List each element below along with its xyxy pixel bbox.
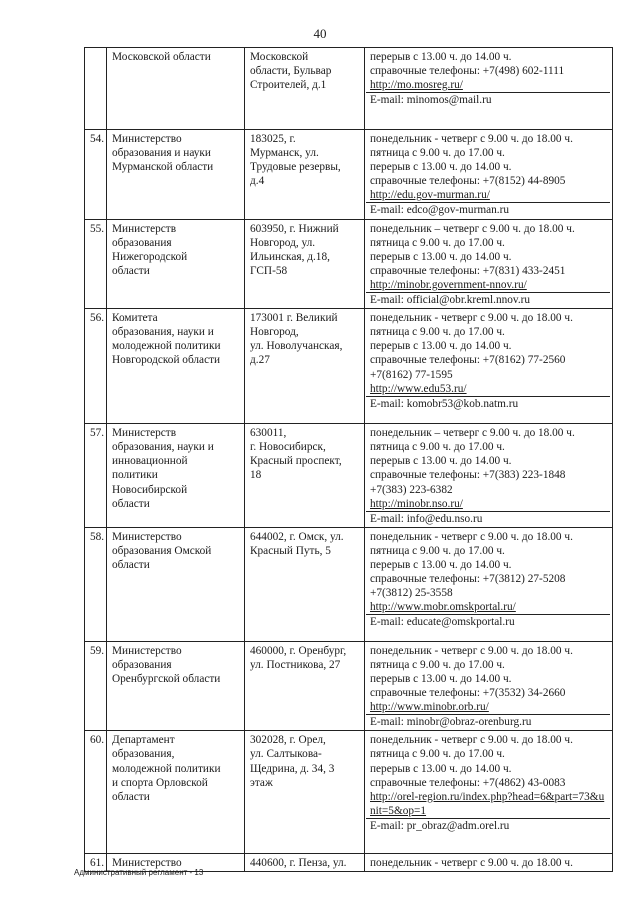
email-address: E-mail: info@edu.nso.ru <box>366 511 610 526</box>
website-link[interactable]: http://edu.gov-murman.ru/ <box>370 189 490 202</box>
authority-name <box>107 219 245 309</box>
contact-schedule-line: +7(8162) 77-1595 <box>370 368 453 381</box>
contact-schedule-line: справочные телефоны: +7(831) 433-2451 <box>370 264 566 277</box>
authority-address-line: Щедрина, д. 34, 3 <box>250 762 335 775</box>
website-link[interactable]: http://minobr.nso.ru/ <box>370 497 463 510</box>
authority-address-line: Мурманск, ул. <box>250 147 319 160</box>
authority-address <box>245 219 365 309</box>
authority-name-line: и спорта Орловской <box>112 776 208 789</box>
authority-address-line: 644002, г. Омск, ул. <box>250 530 344 543</box>
authority-name-line: Комитета <box>112 312 158 325</box>
authority-name-line: образования и науки <box>112 147 211 160</box>
contact-schedule-line: понедельник - четверг с 9.00 ч. до 18.00 ч. <box>370 312 573 325</box>
table-row <box>85 731 613 854</box>
contact-schedule-line: понедельник - четверг с 9.00 ч. до 18.00 ч. <box>370 530 573 543</box>
contact-schedule-line: справочные телефоны: +7(4862) 43-0083 <box>370 776 566 789</box>
authority-address-line: 440600, г. Пенза, ул. <box>250 857 347 870</box>
contact-schedule-line: справочные телефоны: +7(3812) 27-5208 <box>370 573 566 586</box>
contact-schedule-line: пятница с 9.00 ч. до 17.00 ч. <box>370 236 505 249</box>
authority-name-line: молодежной политики <box>112 340 221 353</box>
contact-schedule-line: +7(383) 223-6382 <box>370 483 453 496</box>
contact-schedule <box>365 731 613 854</box>
authority-address-line: этаж <box>250 776 273 789</box>
authority-name <box>107 424 245 528</box>
contact-schedule-line: +7(3812) 25-3558 <box>370 587 453 600</box>
contact-schedule-line: понедельник – четверг с 9.00 ч. до 18.00 ч. <box>370 222 575 235</box>
website-link[interactable]: http://minobr.government-nnov.ru/ <box>370 278 527 291</box>
authority-address-line: Новгород, <box>250 326 299 339</box>
row-number: 55. <box>85 219 107 309</box>
authority-address <box>245 641 365 731</box>
authority-name <box>107 309 245 424</box>
authority-name-line: образования, науки и <box>112 441 214 454</box>
authority-address <box>245 309 365 424</box>
authority-address-line: 603950, г. Нижний <box>250 222 339 235</box>
website-link[interactable]: http://www.minobr.orb.ru/ <box>370 701 489 714</box>
contact-schedule-line: перерыв с 13.00 ч. до 14.00 ч. <box>370 762 512 775</box>
authority-address <box>245 130 365 220</box>
authority-name-line: молодежной политики <box>112 762 221 775</box>
email-address: E-mail: official@obr.kreml.nnov.ru <box>366 292 610 307</box>
contact-schedule-line: справочные телефоны: +7(498) 602-1111 <box>370 65 565 78</box>
website-link[interactable]: http://mo.mosreg.ru/ <box>370 79 463 92</box>
authority-address-line: Новгород, ул. <box>250 236 316 249</box>
contact-schedule-line: пятница с 9.00 ч. до 17.00 ч. <box>370 326 505 339</box>
authority-address-line: Московской <box>250 51 309 63</box>
contact-schedule-line: перерыв с 13.00 ч. до 14.00 ч. <box>370 455 512 468</box>
contact-schedule <box>365 854 613 872</box>
row-number: 58. <box>85 527 107 641</box>
registry-body <box>85 48 613 872</box>
email-address: E-mail: komobr53@kob.natm.ru <box>366 396 610 411</box>
row-number: 60. <box>85 731 107 854</box>
authority-name-line: Московской области <box>112 51 211 63</box>
authority-address <box>245 48 365 130</box>
authority-name <box>107 48 245 130</box>
authority-address-line: д.27 <box>250 354 270 367</box>
authority-address-line: 302028, г. Орел, <box>250 734 326 747</box>
table-row <box>85 527 613 641</box>
registry-table <box>84 47 613 872</box>
row-number: 56. <box>85 309 107 424</box>
authority-name-line: Нижегородской <box>112 250 188 263</box>
email-address: E-mail: minomos@mail.ru <box>366 92 610 107</box>
authority-name-line: Новосибирской <box>112 483 188 496</box>
authority-address-line: ул. Новолучанская, <box>250 340 343 353</box>
authority-address-line: 18 <box>250 469 262 482</box>
authority-address-line: г. Новосибирск, <box>250 441 326 454</box>
authority-address-line: Трудовые резервы, <box>250 161 341 174</box>
contact-schedule-line: перерыв с 13.00 ч. до 14.00 ч. <box>370 51 512 63</box>
authority-name-line: Новгородской области <box>112 354 221 367</box>
authority-address-line: 460000, г. Оренбург, <box>250 644 347 657</box>
row-number: 59. <box>85 641 107 731</box>
authority-address-line: 630011, <box>250 427 287 440</box>
authority-name-line: области <box>112 497 150 510</box>
authority-address <box>245 424 365 528</box>
contact-schedule-line: пятница с 9.00 ч. до 17.00 ч. <box>370 748 505 761</box>
authority-name-line: области <box>112 558 150 571</box>
contact-schedule-line: пятница с 9.00 ч. до 17.00 ч. <box>370 544 505 557</box>
authority-address-line: 173001 г. Великий <box>250 312 338 325</box>
authority-name-line: области <box>112 790 150 803</box>
authority-address-line: Строителей, д.1 <box>250 79 327 92</box>
authority-name-line: образования <box>112 658 172 671</box>
authority-name-line: Министерство <box>112 857 182 870</box>
contact-schedule-line: понедельник - четверг с 9.00 ч. до 18.00 ч. <box>370 133 573 145</box>
row-number <box>85 48 107 130</box>
authority-address-line: 183025, г. <box>250 133 296 145</box>
contact-schedule <box>365 641 613 731</box>
authority-address <box>245 527 365 641</box>
email-address: E-mail: minobr@obraz-orenburg.ru <box>366 714 610 729</box>
authority-name-line: Министерство <box>112 530 182 543</box>
authority-address-line: области, Бульвар <box>250 65 332 78</box>
page-number: 40 <box>313 26 327 41</box>
contact-schedule <box>365 309 613 424</box>
email-address: E-mail: edco@gov-murman.ru <box>366 202 610 217</box>
contact-schedule-line: перерыв с 13.00 ч. до 14.00 ч. <box>370 161 512 174</box>
authority-name-line: образования, <box>112 748 175 761</box>
contact-schedule-line: перерыв с 13.00 ч. до 14.00 ч. <box>370 250 512 263</box>
website-link[interactable]: http://www.mobr.omskportal.ru/ <box>370 601 516 614</box>
authority-address-line: д.4 <box>250 175 265 188</box>
contact-schedule-line: справочные телефоны: +7(3532) 34-2660 <box>370 687 566 700</box>
authority-name-line: Министерств <box>112 427 177 440</box>
contact-schedule-line: пятница с 9.00 ч. до 17.00 ч. <box>370 441 505 454</box>
row-number: 54. <box>85 130 107 220</box>
contact-schedule-line: перерыв с 13.00 ч. до 14.00 ч. <box>370 340 512 353</box>
table-row <box>85 424 613 528</box>
contact-schedule <box>365 219 613 309</box>
contact-schedule <box>365 130 613 220</box>
table-row <box>85 48 613 130</box>
authority-address-line: ГСП-58 <box>250 264 288 277</box>
authority-name-line: Департамент <box>112 734 175 747</box>
authority-name-line: Министерство <box>112 644 182 657</box>
table-row <box>85 219 613 309</box>
authority-name <box>107 527 245 641</box>
contact-schedule <box>365 424 613 528</box>
email-address: E-mail: educate@omskportal.ru <box>366 614 610 629</box>
website-link[interactable]: http://www.edu53.ru/ <box>370 382 467 395</box>
row-number: 61. <box>85 854 107 872</box>
authority-address <box>245 854 365 872</box>
contact-schedule-line: перерыв с 13.00 ч. до 14.00 ч. <box>370 558 512 571</box>
authority-address-line: ул. Постникова, 27 <box>250 658 341 671</box>
contact-schedule-line: понедельник - четверг с 9.00 ч. до 18.00 ч. <box>370 644 573 657</box>
authority-name-line: Министерство <box>112 133 182 145</box>
authority-address-line: Красный проспект, <box>250 455 342 468</box>
authority-address-line: Красный Путь, 5 <box>250 544 331 557</box>
website-link[interactable]: http://orel-region.ru/index.php?head=6&part=73&unit=5&op=1 <box>370 790 605 817</box>
table-row <box>85 130 613 220</box>
table-row <box>85 641 613 731</box>
authority-name-line: Министерств <box>112 222 177 235</box>
authority-name-line: Мурманской области <box>112 161 214 174</box>
contact-schedule-line: справочные телефоны: +7(8152) 44-8905 <box>370 175 566 188</box>
email-address: E-mail: pr_obraz@adm.orel.ru <box>366 818 610 833</box>
authority-name-line: области <box>112 264 150 277</box>
authority-address <box>245 731 365 854</box>
contact-schedule <box>365 48 613 130</box>
authority-name-line: образования <box>112 236 172 249</box>
authority-name <box>107 641 245 731</box>
authority-name <box>107 731 245 854</box>
authority-name-line: политики <box>112 469 158 482</box>
contact-schedule <box>365 527 613 641</box>
authority-name <box>107 130 245 220</box>
contact-schedule-line: пятница с 9.00 ч. до 17.00 ч. <box>370 658 505 671</box>
table-row <box>85 309 613 424</box>
footer-caption: Административный регламент - 13 <box>74 868 204 877</box>
contact-schedule-line: пятница с 9.00 ч. до 17.00 ч. <box>370 147 505 160</box>
contact-schedule-line: понедельник - четверг с 9.00 ч. до 18.00 ч. <box>370 857 573 870</box>
authority-address-line: Ильинская, д.18, <box>250 250 330 263</box>
row-number: 57. <box>85 424 107 528</box>
authority-name-line: инновационной <box>112 455 188 468</box>
contact-schedule-line: справочные телефоны: +7(383) 223-1848 <box>370 469 566 482</box>
contact-schedule-line: понедельник - четверг с 9.00 ч. до 18.00 ч. <box>370 734 573 747</box>
authority-name-line: образования Омской <box>112 544 212 557</box>
authority-name-line: Оренбургской области <box>112 672 221 685</box>
authority-address-line: ул. Салтыкова- <box>250 748 322 761</box>
authority-name-line: образования, науки и <box>112 326 214 339</box>
contact-schedule-line: перерыв с 13.00 ч. до 14.00 ч. <box>370 672 512 685</box>
contact-schedule-line: понедельник – четверг с 9.00 ч. до 18.00 ч. <box>370 427 575 440</box>
contact-schedule-line: справочные телефоны: +7(8162) 77-2560 <box>370 354 566 367</box>
